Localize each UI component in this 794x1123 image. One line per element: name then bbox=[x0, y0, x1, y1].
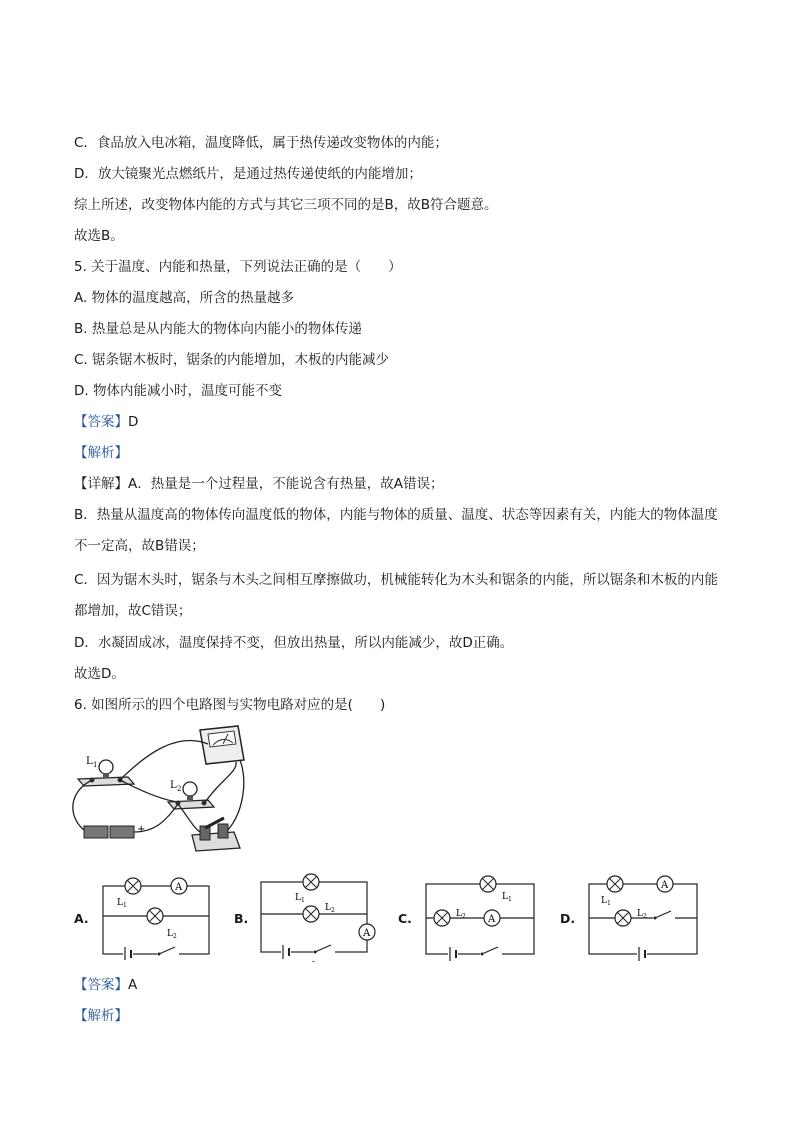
switch-symbol-icon bbox=[157, 947, 179, 956]
lamp-l1-icon bbox=[125, 878, 141, 894]
bulb-l1-icon bbox=[78, 756, 134, 786]
l2-sub: 2 bbox=[643, 913, 647, 920]
answer-label: 【答案】 bbox=[74, 977, 128, 993]
circuit-diagram-d bbox=[583, 872, 708, 964]
option-c-label: C. bbox=[398, 911, 412, 926]
l1-sub: 1 bbox=[123, 902, 127, 909]
option-c-previous: C．食品放入电冰箱，温度降低，属于热传递改变物体的内能； bbox=[74, 135, 448, 151]
ammeter-letter: A bbox=[661, 880, 669, 891]
answer-label: 【答案】 bbox=[74, 414, 128, 430]
bulb-l2-subscript: 2 bbox=[177, 785, 182, 793]
l2-label: L bbox=[637, 909, 643, 919]
choose-d-line: 故选D。 bbox=[74, 666, 125, 682]
circuit-diagram-c bbox=[420, 872, 545, 964]
option-d-label: D. bbox=[560, 911, 576, 926]
question-6-answer bbox=[74, 975, 724, 995]
answer-value: D bbox=[128, 414, 139, 430]
l1-label: L bbox=[295, 893, 301, 903]
minus-mark: - bbox=[312, 957, 316, 966]
l2-label: L bbox=[456, 909, 462, 919]
question-6: 6. 如图所示的四个电路图与实物电路对应的是( ) bbox=[74, 697, 386, 713]
detail-label: 【详解】 bbox=[74, 476, 128, 492]
option-a-label: A. bbox=[74, 911, 89, 926]
question-5-answer bbox=[74, 412, 724, 432]
question-5-option-d: D. 物体内能减小时，温度可能不变 bbox=[74, 383, 282, 399]
l2-label: L bbox=[325, 903, 331, 913]
ammeter-icon bbox=[359, 924, 375, 940]
detail-a-text: A．热量是一个过程量，不能说含有热量，故A错误； bbox=[128, 476, 444, 492]
circuit-diagram-a bbox=[95, 874, 220, 960]
l2-sub: 2 bbox=[173, 933, 177, 940]
l1-sub: 1 bbox=[301, 897, 305, 904]
battery-plus-sign: + bbox=[137, 824, 146, 835]
l1-label: L bbox=[601, 896, 607, 906]
question-5: 5. 关于温度、内能和热量，下列说法正确的是（ ） bbox=[74, 259, 402, 275]
detail-a-line bbox=[74, 474, 724, 494]
battery-symbol-icon bbox=[448, 947, 458, 961]
summary-line: 综上所述，改变物体内能的方式与其它三项不同的是B，故B符合题意。 bbox=[74, 197, 498, 213]
l1-sub: 1 bbox=[508, 896, 512, 903]
battery-symbol-icon bbox=[123, 947, 133, 960]
choose-b-line: 故选B。 bbox=[74, 228, 124, 244]
battery-symbol-icon bbox=[281, 945, 291, 959]
answer-value: A bbox=[128, 977, 138, 993]
l1-label: L bbox=[502, 892, 508, 902]
l2-sub: 2 bbox=[331, 907, 335, 914]
lamp-l2-icon bbox=[303, 906, 319, 922]
option-d-previous: D．放大镜聚光点燃纸片，是通过热传递使纸的内能增加； bbox=[74, 166, 422, 182]
physical-circuit-figure bbox=[68, 722, 254, 857]
l2-label: L bbox=[167, 929, 173, 939]
l2-sub: 2 bbox=[462, 913, 466, 920]
lamp-l2-icon bbox=[147, 908, 163, 924]
question-5-option-c: C. 锯条锯木板时，锯条的内能增加，木板的内能减少 bbox=[74, 352, 390, 368]
ammeter-icon bbox=[484, 910, 500, 926]
lamp-l1-icon bbox=[303, 874, 319, 890]
question-5-option-a: A. 物体的温度越高，所含的热量越多 bbox=[74, 290, 295, 306]
detail-c-line: C．因为锯木头时，锯条与木头之间相互摩擦做功，机械能转化为木头和锯条的内能，所以锯条和木板的内能都增加，故C错误； bbox=[74, 572, 718, 619]
circuit-diagram-b bbox=[255, 870, 380, 966]
ammeter-letter: A bbox=[488, 914, 496, 925]
ammeter-letter: A bbox=[363, 928, 371, 939]
battery-icon bbox=[84, 824, 145, 838]
battery-symbol-icon bbox=[637, 947, 647, 961]
ammeter-letter: A bbox=[175, 882, 183, 893]
ammeter-icon bbox=[657, 876, 673, 892]
switch-symbol-icon bbox=[480, 947, 502, 956]
l1-label: L bbox=[117, 898, 123, 908]
bulb-l1-subscript: 1 bbox=[93, 761, 98, 769]
switch-symbol-icon bbox=[653, 911, 675, 920]
switch-symbol-icon bbox=[313, 945, 335, 954]
analysis-label: 【解析】 bbox=[74, 445, 128, 461]
question-5-analysis bbox=[74, 443, 724, 463]
lamp-l2-icon bbox=[615, 910, 631, 926]
l1-sub: 1 bbox=[607, 900, 611, 907]
bulb-l2-letter: L bbox=[170, 780, 177, 791]
lamp-l1-icon bbox=[480, 876, 496, 892]
question-6-analysis bbox=[74, 1006, 724, 1026]
option-b-label: B. bbox=[234, 911, 249, 926]
bulb-l2-icon bbox=[168, 780, 214, 809]
ammeter-device-icon bbox=[200, 726, 244, 764]
bulb-l1-letter: L bbox=[86, 756, 93, 767]
detail-d-line: D．水凝固成冰，温度保持不变，但放出热量，所以内能减少，故D正确。 bbox=[74, 635, 514, 651]
lamp-l2-icon bbox=[434, 910, 450, 926]
ammeter-icon bbox=[171, 878, 187, 894]
question-5-option-b: B. 热量总是从内能大的物体向内能小的物体传递 bbox=[74, 321, 362, 337]
lamp-l1-icon bbox=[607, 876, 623, 892]
analysis-label: 【解析】 bbox=[74, 1008, 128, 1024]
detail-b-line: B．热量从温度高的物体传向温度低的物体，内能与物体的质量、温度、状态等因素有关，内能大的物体温度不一定高，故B错误； bbox=[74, 507, 718, 554]
